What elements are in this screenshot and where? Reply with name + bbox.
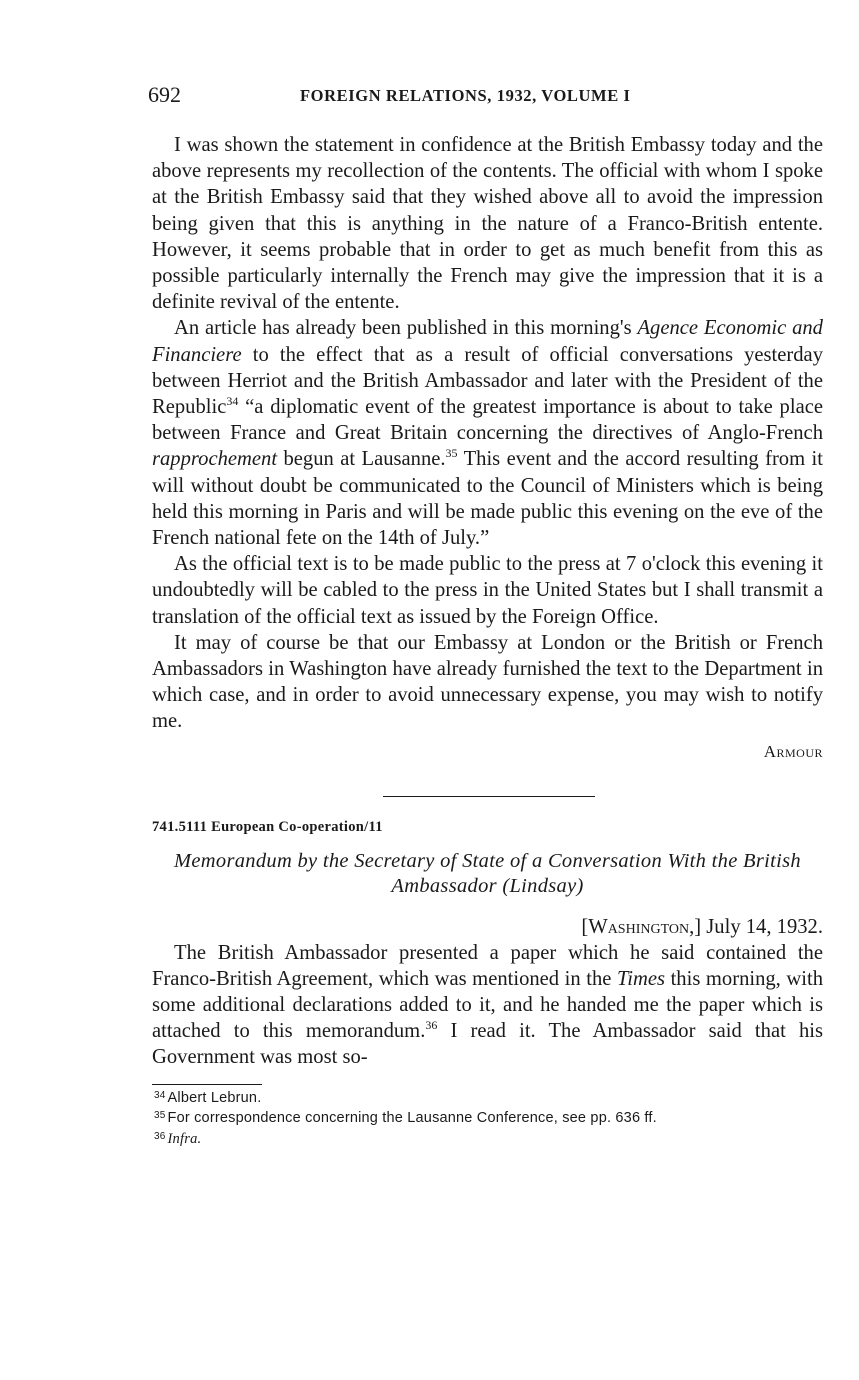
paragraph-2 (152, 315, 823, 551)
dateline-place: [Washington,] (581, 915, 702, 938)
footnote-text: For correspondence concerning the Lausanne Conference, see pp. 636 ff. (167, 1110, 657, 1127)
footnote-mark: 34 (154, 1089, 166, 1101)
dateline-date: July 14, 1932. (706, 915, 823, 938)
footnote-35 (154, 1107, 823, 1128)
publication-title: Agence Economic and Financiere (152, 317, 823, 366)
running-header (148, 80, 823, 110)
footnote-34 (154, 1087, 823, 1108)
paragraph-1: I was shown the statement in confidence at the British Embassy today and the above represents my recollection of the contents. The official with whom I spoke at the British Embassy said that they wished above all to avoid the impression being given that this is anything in the nature of a Franco-British entente. However, it seems probable that in order to get as much benefit from this as possible particularly internally the French may give the impression that it is a definite revival of the entente. (152, 134, 823, 314)
dateline (152, 914, 823, 940)
paragraph-2-text-a: An article has already been published in this morning's (174, 317, 638, 340)
signature: Armour (763, 741, 823, 761)
memo-text-c: I read it. The Ambassador said that his Government was most so- (152, 1020, 823, 1069)
memo-text-a: The British Ambassador presented a paper which he said contained the Franco-British Agreement, which was mentioned in the (152, 941, 823, 990)
newspaper-title: Times (616, 967, 666, 990)
footnote-36 (154, 1128, 823, 1149)
footnote-mark: 36 (154, 1130, 166, 1142)
section-divider (383, 796, 595, 797)
footnote-ref-36[interactable]: 36 (425, 1018, 438, 1033)
memo-text-b: this morning, with some additional declarations added to it, and he handed me the paper which is attached to this memorandum. (152, 967, 823, 1043)
footnote-text: Infra. (167, 1130, 202, 1147)
paragraph-3: As the official text is to be made public to the press at 7 o'clock this evening it undoubtedly will be cabled to the press in the United States but I shall transmit a translation of the official text as issued by the Foreign Office. (152, 553, 823, 628)
footnote-mark: 35 (154, 1110, 166, 1122)
footnote-ref-34[interactable]: 34 (226, 394, 239, 409)
paragraph-2-text-b: to the effect that as a result of official conversations yesterday between Herriot and the British Ambassador and later with the President of the Republic (152, 343, 823, 419)
italic-term: rapprochement (152, 448, 278, 471)
footnote-text: Albert Lebrun. (167, 1089, 262, 1106)
memo-title: Memorandum by the Secretary of State of a Conversation With the British Ambassador (Lindsay) (174, 849, 801, 897)
paragraph-2-text-e: This event and the accord resulting from it will without doubt be communicated to the Council of Ministers which is being held this morning in Paris and will be made public this evening on the eve of the French national fete on the 14th of July.” (152, 448, 823, 550)
file-reference: 741.5111 European Co-operation/11 (152, 818, 383, 835)
footnotes (152, 1087, 823, 1149)
document-page (148, 80, 823, 1148)
paragraph-2-text-c: “a diplomatic event of the greatest importance is about to take place between France and Great Britain concerning the directives of Anglo-French (152, 396, 823, 445)
running-title: FOREIGN RELATIONS, 1932, VOLUME I (300, 86, 631, 105)
footnote-ref-35[interactable]: 35 (445, 446, 458, 461)
paragraph-2-text-d: begun at Lausanne. (277, 448, 446, 471)
footnote-divider (152, 1084, 262, 1085)
paragraph-4: It may of course be that our Embassy at London or the British or French Ambassadors in Washington have already furnished the text to the Department in which case, and in order to avoid unnecessary expense, you may wish to notify me. (152, 631, 823, 733)
page-number: 692 (148, 82, 181, 107)
memo-paragraph (152, 940, 823, 1071)
